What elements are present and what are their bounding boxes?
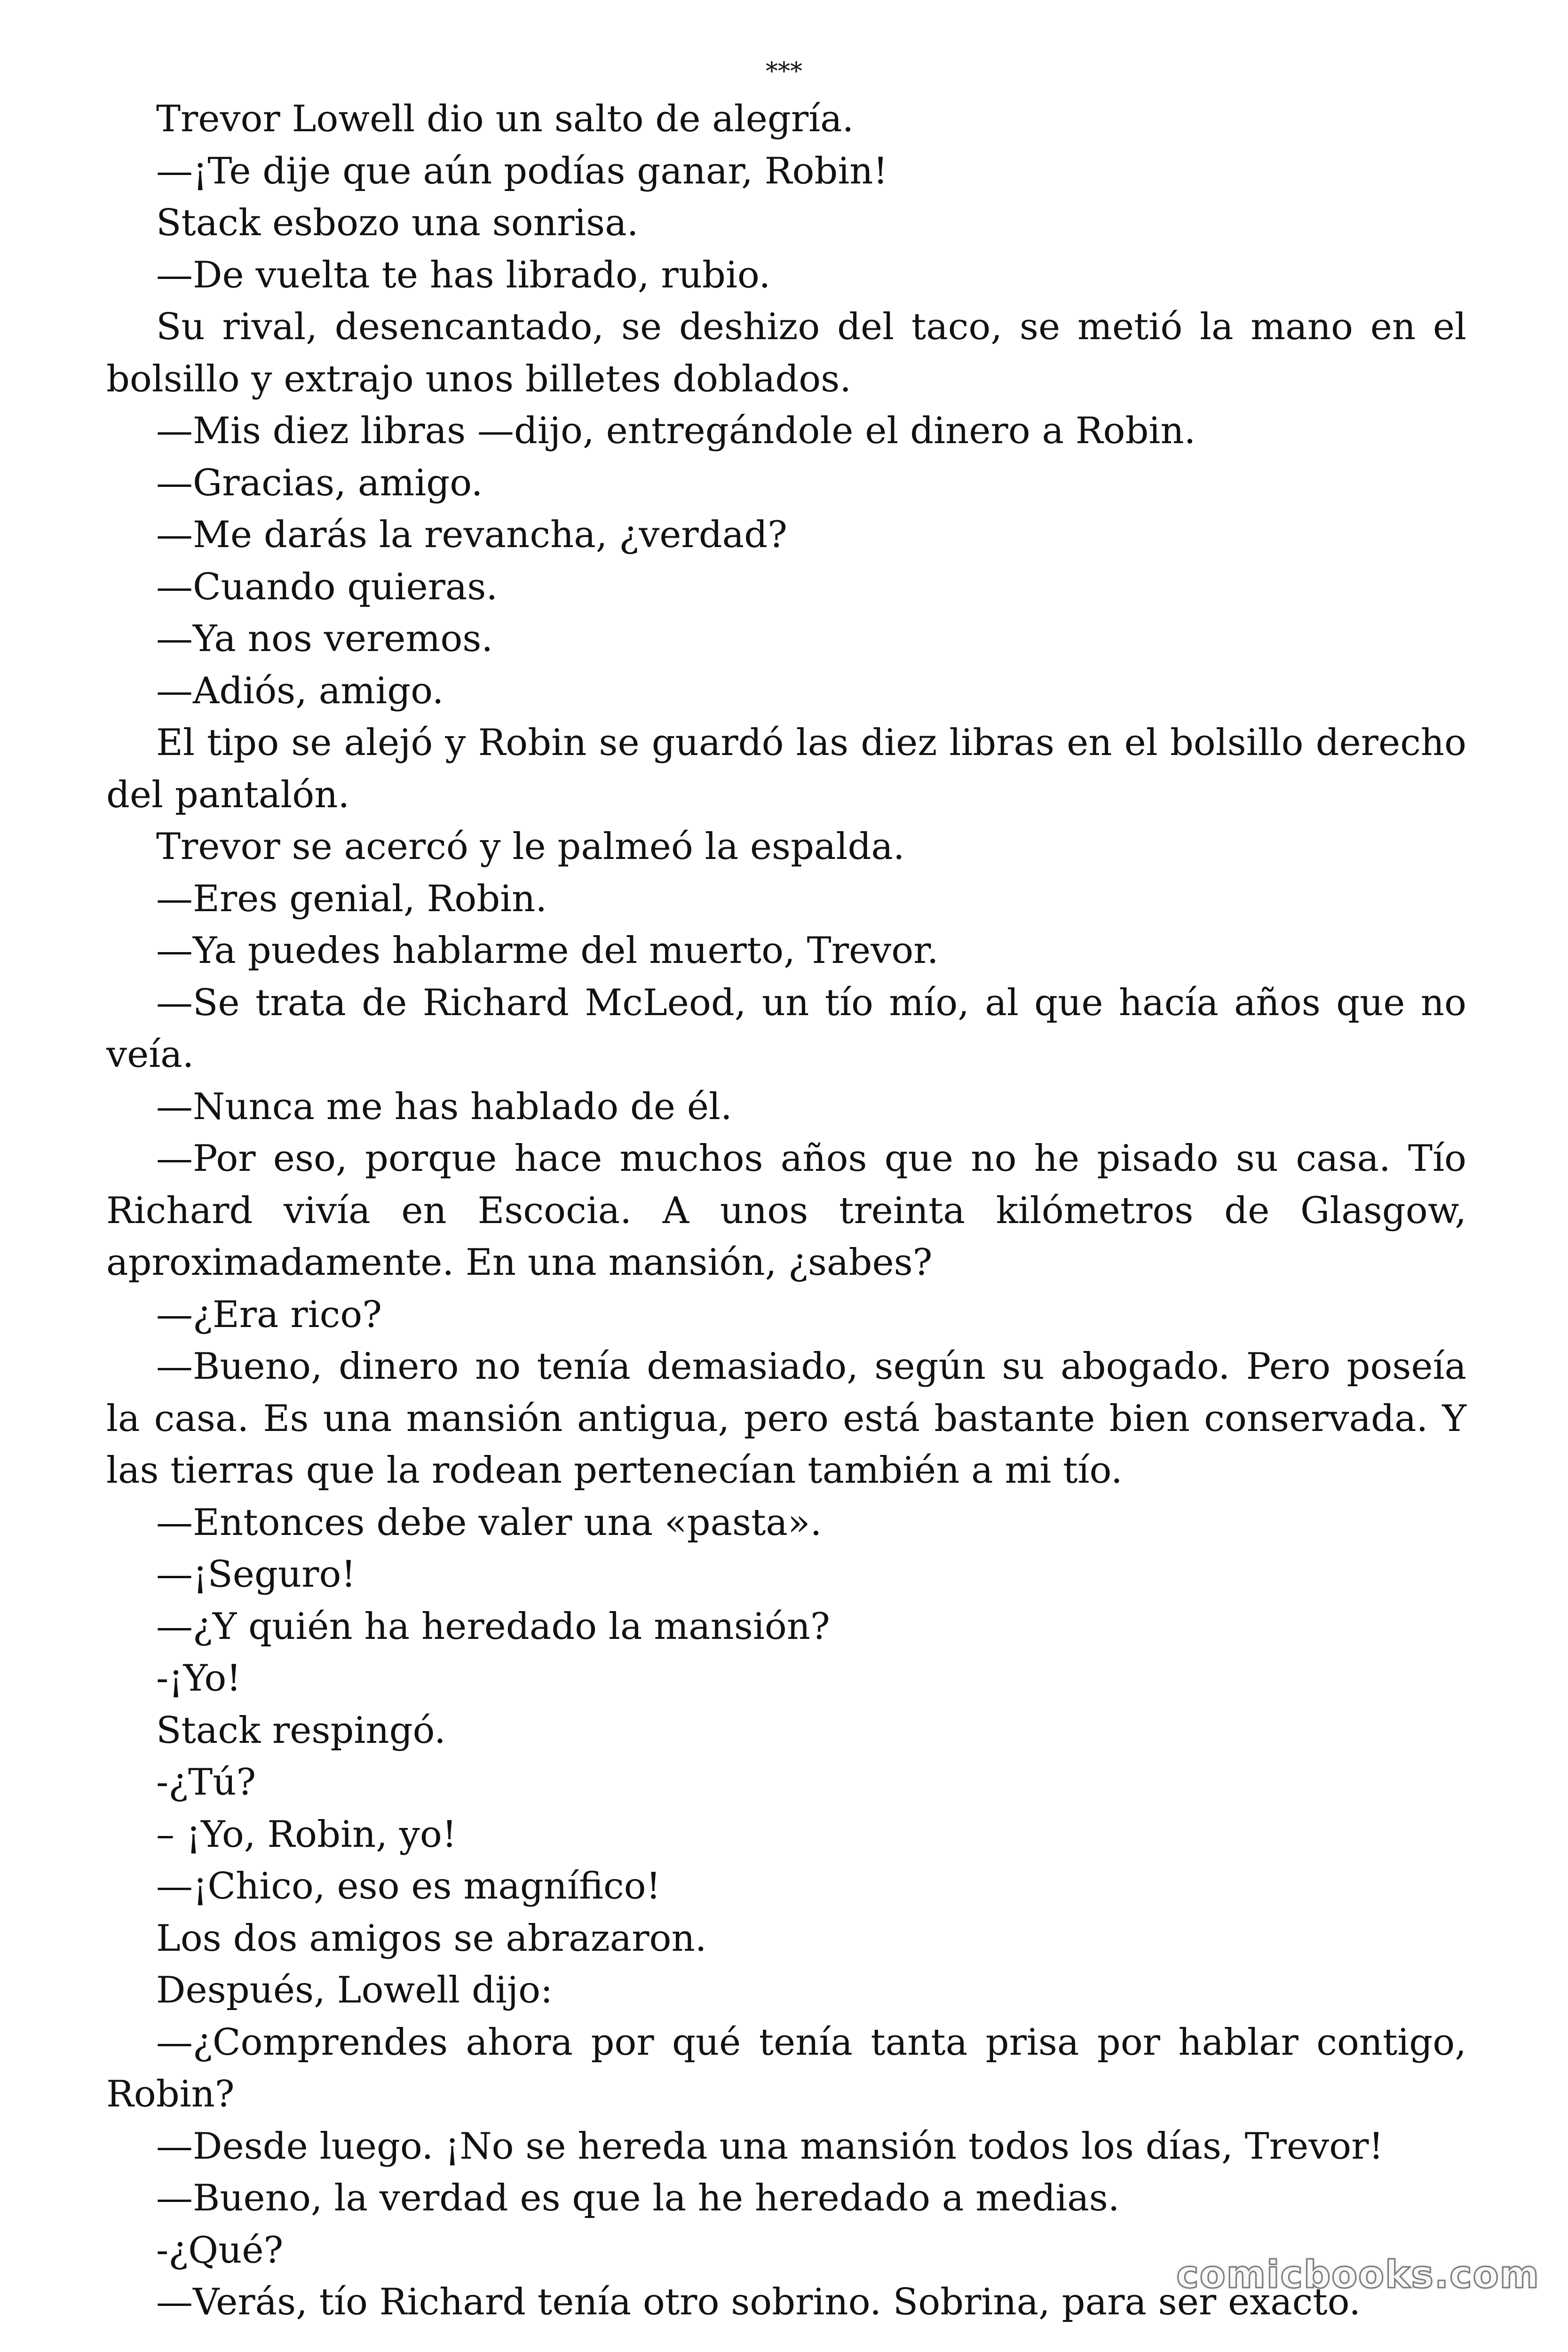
paragraph: —Se trata de Richard McLeod, un tío mío, al que hacía años que no veía.: [106, 981, 1466, 1076]
site-watermark: comicbooks.com: [1176, 2253, 1540, 2296]
paragraph: Los dos amigos se abrazaron.: [156, 1917, 707, 1960]
paragraph: El tipo se alejó y Robin se guardó las diez libras en el bolsillo derecho del pantalón.: [106, 722, 1466, 816]
paragraph: —Bueno, la verdad es que la he heredado a medias.: [156, 2177, 1120, 2219]
paragraph: —¿Y quién ha heredado la mansión?: [156, 1605, 830, 1648]
paragraph: —Adiós, amigo.: [156, 669, 444, 712]
paragraph: Stack respingó.: [156, 1709, 446, 1752]
paragraph: —Me darás la revancha, ¿verdad?: [156, 514, 787, 556]
paragraph: —Mis diez libras —dijo, entregándole el dinero a Robin.: [156, 410, 1196, 452]
paragraph: —Gracias, amigo.: [156, 461, 483, 504]
paragraph: —¡Te dije que aún podías ganar, Robin!: [156, 150, 888, 192]
paragraph: —Bueno, dinero no tenía demasiado, según su abogado. Pero poseía la casa. Es una mansión antigua, pero está bastante bien conservada. Y las tierras que la rodean pertenecían también a mi tío.: [106, 1345, 1466, 1492]
paragraph: —¿Comprendes ahora por qué tenía tanta prisa por hablar contigo, Robin?: [106, 2021, 1466, 2115]
paragraph: -¡Yo!: [156, 1657, 241, 1700]
paragraph: —Desde luego. ¡No se hereda una mansión todos los días, Trevor!: [156, 2125, 1384, 2168]
paragraph: —Por eso, porque hace muchos años que no he pisado su casa. Tío Richard vivía en Escocia. A unos treinta kilómetros de Glasgow, aproximadamente. En una mansión, ¿sabes?: [106, 1137, 1466, 1284]
paragraph: —Entonces debe valer una «pasta».: [156, 1501, 822, 1544]
paragraph: —¡Seguro!: [156, 1553, 356, 1596]
paragraph: Después, Lowell dijo:: [156, 1969, 553, 2011]
paragraph: —De vuelta te has librado, rubio.: [156, 254, 771, 296]
paragraph: —Cuando quieras.: [156, 565, 498, 608]
paragraph: —Eres genial, Robin.: [156, 877, 547, 920]
section-separator: ***: [766, 57, 802, 86]
paragraph: Su rival, desencantado, se deshizo del taco, se metió la mano en el bolsillo y extrajo unos billetes doblados.: [106, 306, 1466, 400]
paragraph: —Ya nos veremos.: [156, 618, 493, 660]
paragraph: – ¡Yo, Robin, yo!: [156, 1813, 457, 1856]
paragraph: Trevor Lowell dio un salto de alegría.: [156, 98, 854, 140]
paragraph: —Verás, tío Richard tenía otro sobrino. Sobrina, para ser exacto.: [156, 2281, 1361, 2323]
paragraph: -¿Tú?: [156, 1761, 256, 1804]
paragraph: —Ya puedes hablarme del muerto, Trevor.: [156, 930, 939, 972]
paragraph: —¿Era rico?: [156, 1293, 382, 1336]
paragraph: —¡Chico, eso es magnífico!: [156, 1865, 661, 1907]
paragraph: —Nunca me has hablado de él.: [156, 1085, 732, 1128]
paragraph: -¿Qué?: [156, 2229, 284, 2272]
page-text: [106, 93, 1466, 2328]
paragraph: Trevor se acercó y le palmeó la espalda.: [156, 826, 905, 868]
paragraph: Stack esbozo una sonrisa.: [156, 202, 639, 244]
